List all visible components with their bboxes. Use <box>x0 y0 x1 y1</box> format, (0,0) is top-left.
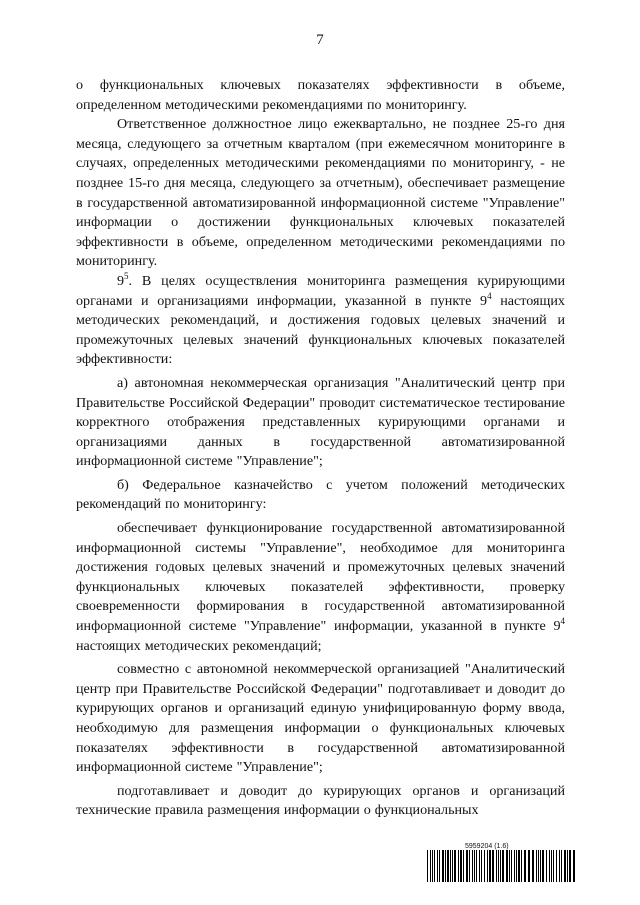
paragraph-1: о функциональных ключевых показателях эффективности в объеме, определенном методическими рекомендациями по мониторингу. <box>76 77 565 113</box>
clause-superscript: 5 <box>124 270 129 281</box>
barcode <box>427 850 577 882</box>
subparagraph-a: а) автономная некоммерческая организация "Аналитический центр при Правительстве Российской Федерации" проводит систематическое тестирование корректного отображения представленных курирующими органами и организациями данных в государственной автоматизированной информационной системе "Управление"; <box>76 374 565 470</box>
paragraph-ensures-functioning <box>76 519 565 656</box>
paragraph-technical-rules: подготавливает и доводит до курирующих органов и организаций технические правила размещения информации о функциональных <box>76 782 565 819</box>
paragraph-9-5-text-a: . В целях осуществления мониторинга размещения курирующими органами и организациями информации, указанной в пункте 9 <box>76 272 565 309</box>
document-body <box>76 76 565 821</box>
clause-number: 9 <box>117 272 125 289</box>
subparagraph-b: б) Федеральное казначейство с учетом положений методических рекомендаций по мониторингу: <box>76 476 565 513</box>
paragraph-ensures-text-b: настоящих методических рекомендаций; <box>76 637 322 654</box>
reference-superscript: 4 <box>487 290 492 301</box>
paragraph-ensures-text-a: обеспечивает функционирование государственной автоматизированной информационной системы "Управление", необходимое для мониторинга достижения годовых целевых значений и промежуточных целевых значений функциональных ключевых показателей эффективности, проверку своевременности формирования в государственной автоматизированной информационной системе "Управление" информации, указанной в пункте 9 <box>76 520 565 635</box>
paragraph-9-5-text-b: настоящих методических рекомендаций, и достижения годовых целевых значений и промежуточных целевых значений функциональных ключевых показателей эффективности: <box>76 292 565 368</box>
paragraph-joint-form: совместно с автономной некоммерческой организацией "Аналитический центр при Правительстве Российской Федерации" подготавливает и доводит до курирующих органов и организаций единую унифицированную форму ввода, необходимую для размещения информации о функциональных ключевых показателях эффективности в государственной автоматизированной информационной системе "Управление"; <box>76 661 565 776</box>
page-number: 7 <box>316 32 324 48</box>
reference-superscript: 4 <box>560 616 565 627</box>
barcode-number: 5959204 (1.6) <box>465 843 509 850</box>
paragraph-2: Ответственное должностное лицо ежеквартально, не позднее 25-го дня месяца, следующего за отчетным кварталом (при ежемесячном мониторинге в случаях, определенных методическими рекомендациями по мониторингу, - не позднее 15-го дня месяца, следующего за отчетным), обеспечивает размещение в государственной автоматизированной информационной системе "Управление" информации о достижении функциональных ключевых показателей эффективности в объеме, определенном методическими рекомендациями по мониторингу. <box>76 116 565 270</box>
paragraph-9-5 <box>76 272 565 370</box>
